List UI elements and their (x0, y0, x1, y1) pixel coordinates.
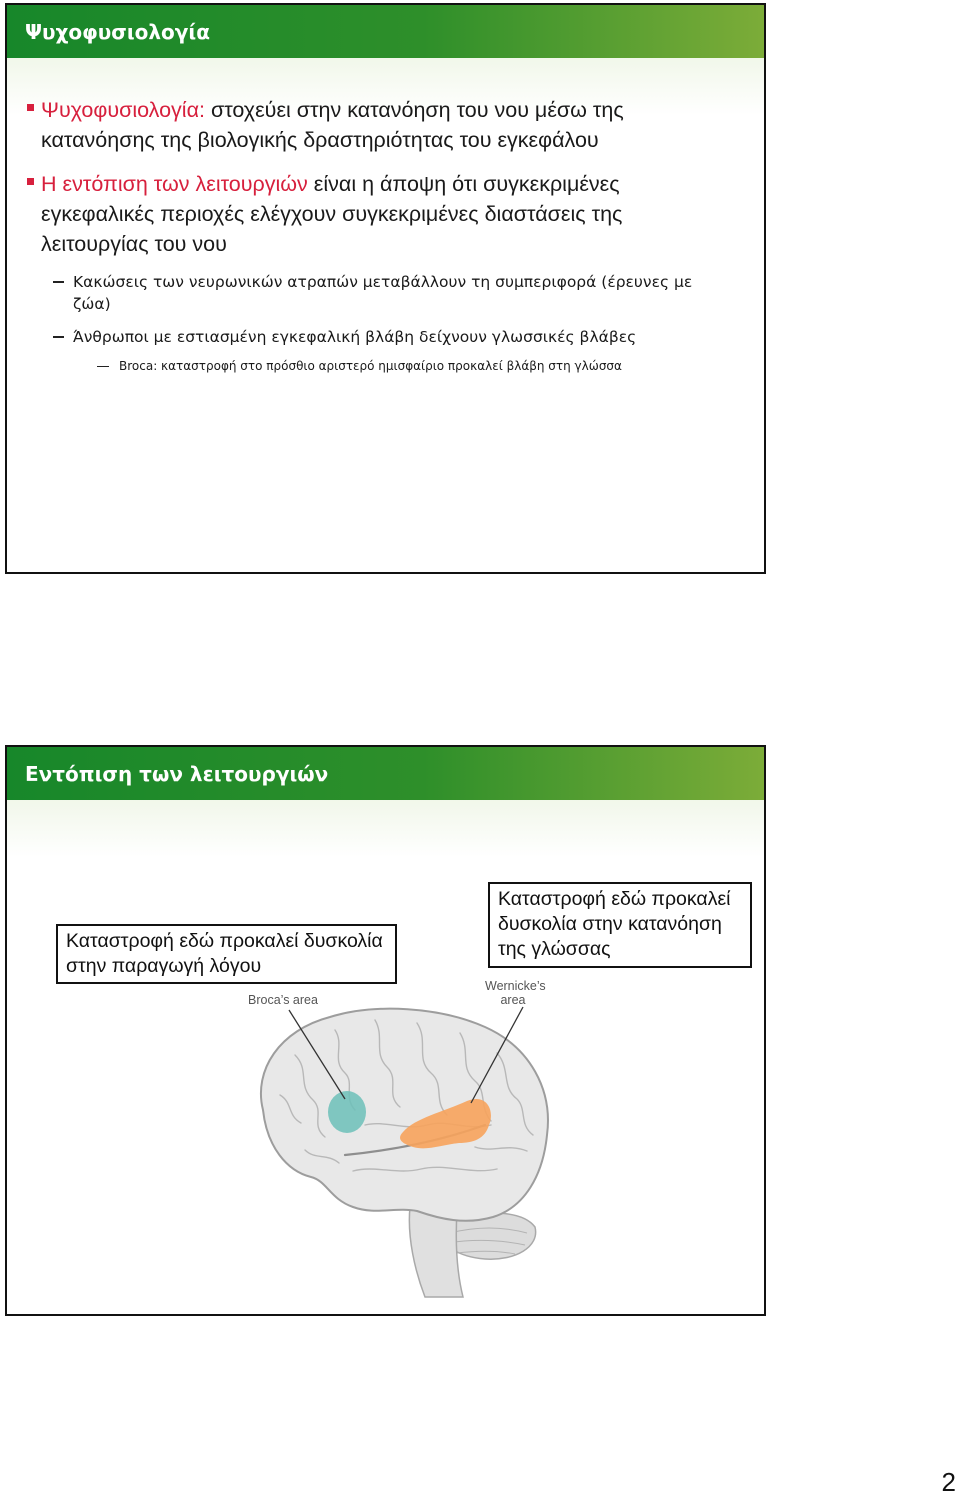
sub-bullet-language-damage (73, 326, 723, 348)
bullet-marker (27, 104, 34, 111)
broca-area-highlight (328, 1091, 366, 1133)
bullet-psychophysiology (41, 95, 731, 155)
bullet-marker (27, 178, 34, 185)
bullet-localization (41, 169, 731, 259)
dash-marker (97, 366, 109, 367)
broca-area-label: Broca’s area (248, 993, 318, 1007)
sub-bullet-text: Άνθρωποι με εστιασμένη εγκεφαλική βλάβη δείχνουν γλωσσικές βλάβες (73, 328, 637, 346)
callout-wernicke: Καταστροφή εδώ προκαλεί δυσκολία στην κατανόηση της γλώσσας (488, 882, 752, 968)
page-number: 2 (941, 1467, 956, 1497)
callout-broca: Καταστροφή εδώ προκαλεί δυσκολία στην παραγωγή λόγου (56, 924, 397, 984)
brain-illustration (235, 975, 565, 1300)
dash-marker (53, 281, 64, 283)
bullet-text: είναι η άποψη ότι συγκεκριμένες εγκεφαλικές περιοχές ελέγχουν συγκεκριμένες διαστάσεις της λειτουργίας του νου (41, 172, 623, 256)
slide-title: Εντόπιση των λειτουργιών (7, 747, 764, 800)
slide-psychophysiology (5, 3, 766, 574)
slide-localization (5, 745, 766, 1316)
wernicke-area-label: Wernicke’s area (485, 979, 546, 1007)
bullet-accent-term: Η εντόπιση των λειτουργιών (41, 172, 308, 196)
sub-sub-bullet-text: Broca: καταστροφή στο πρόσθιο αριστερό ημισφαίριο προκαλεί βλάβη στη γλώσσα (119, 359, 622, 373)
sub-bullet-text: Κακώσεις των νευρωνικών ατραπών μεταβάλλουν τη συμπεριφορά (έρευνες με ζώα) (73, 273, 693, 313)
dash-marker (53, 336, 64, 338)
sub-bullet-lesions (73, 271, 723, 315)
bullet-accent-term: Ψυχοφυσιολογία: (41, 98, 205, 122)
sub-sub-bullet-broca (119, 358, 739, 374)
slide-title: Ψυχοφυσιολογία (7, 5, 764, 58)
bullet-text: στοχεύει στην κατανόηση του νου μέσω της κατανόησης της βιολογικής δραστηριότητας του εγκεφάλου (41, 98, 624, 152)
